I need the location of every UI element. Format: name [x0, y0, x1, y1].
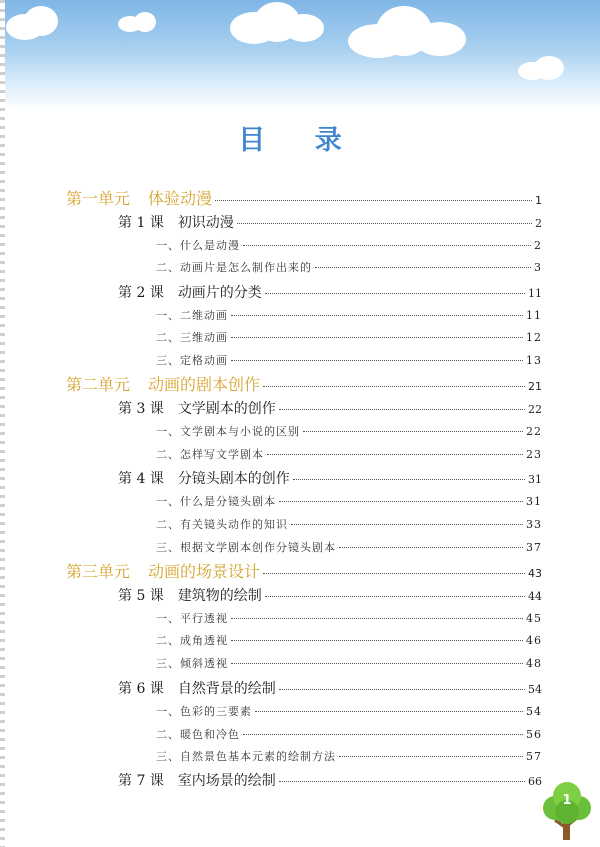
page-number: 31 — [528, 473, 542, 486]
page-number: 54 — [528, 683, 542, 696]
leader-dots — [303, 431, 523, 432]
leader-dots — [231, 360, 523, 361]
leader-dots — [231, 663, 523, 664]
toc-item[interactable]: 一、二维动画 11 — [156, 309, 542, 322]
leader-dots — [279, 409, 525, 410]
toc-item[interactable]: 一、平行透视 45 — [156, 612, 542, 625]
toc-item[interactable]: 二、暖色和冷色 56 — [156, 728, 542, 741]
toc-item[interactable]: 一、什么是动漫 2 — [156, 239, 542, 252]
page-number: 48 — [526, 657, 542, 670]
page-number: 45 — [526, 612, 542, 625]
leader-dots — [339, 547, 523, 548]
toc-item[interactable]: 三、定格动画 13 — [156, 354, 542, 367]
leader-dots — [243, 734, 523, 735]
page-number: 57 — [526, 750, 542, 763]
page-number: 66 — [528, 775, 542, 788]
page-number: 56 — [526, 728, 542, 741]
toc-lesson-7[interactable]: 第 7 课 室内场景的绘制 66 — [118, 773, 542, 789]
leader-dots — [339, 756, 523, 757]
page-number: 12 — [526, 331, 542, 344]
leader-dots — [237, 223, 532, 224]
page-number: 37 — [526, 541, 542, 554]
toc-item[interactable]: 三、自然景色基本元素的绘制方法 57 — [156, 750, 542, 763]
page-number: 11 — [526, 309, 542, 322]
page-number: 3 — [534, 261, 542, 274]
page-number: 13 — [526, 354, 542, 367]
cloud — [284, 14, 324, 42]
leader-dots — [279, 689, 525, 690]
page-number: 1 — [535, 194, 542, 207]
sky-header — [0, 0, 600, 110]
toc-item[interactable]: 三、根据文学剧本创作分镜头剧本 37 — [156, 541, 542, 554]
leader-dots — [293, 479, 525, 480]
page-number: 33 — [526, 518, 542, 531]
leader-dots — [215, 200, 532, 201]
toc-lesson-4[interactable]: 第 4 课 分镜头剧本的创作 31 — [118, 471, 542, 487]
toc-item[interactable]: 二、怎样写文学剧本 23 — [156, 448, 542, 461]
toc-unit-1[interactable]: 第一单元 体验动漫 1 — [66, 189, 542, 208]
toc-item[interactable]: 一、色彩的三要素 54 — [156, 705, 542, 718]
page-number: 43 — [528, 567, 542, 580]
toc-lesson-2[interactable]: 第 2 课 动画片的分类 11 — [118, 285, 542, 301]
toc-item[interactable]: 一、什么是分镜头剧本 31 — [156, 495, 542, 508]
leader-dots — [231, 618, 523, 619]
leader-dots — [315, 267, 531, 268]
toc-lesson-6[interactable]: 第 6 课 自然背景的绘制 54 — [118, 681, 542, 697]
page-number: 22 — [526, 425, 542, 438]
toc-item[interactable]: 二、动画片是怎么制作出来的 3 — [156, 261, 542, 274]
cloud — [534, 56, 564, 80]
leader-dots — [291, 524, 523, 525]
page-number: 31 — [526, 495, 542, 508]
leader-dots — [265, 596, 525, 597]
page-number: 11 — [528, 287, 542, 300]
page-number: 23 — [526, 448, 542, 461]
page-number: 44 — [528, 590, 542, 603]
leader-dots — [263, 573, 525, 574]
toc-lesson-1[interactable]: 第 1 课 初识动漫 2 — [118, 215, 542, 231]
cloud — [24, 6, 58, 36]
leader-dots — [279, 781, 525, 782]
toc-unit-2[interactable]: 第二单元 动画的剧本创作 21 — [66, 375, 542, 394]
toc-lesson-3[interactable]: 第 3 课 文学剧本的创作 22 — [118, 401, 542, 417]
leader-dots — [279, 501, 523, 502]
leader-dots — [267, 454, 523, 455]
tree-icon — [541, 780, 593, 842]
toc-item[interactable]: 二、三维动画 12 — [156, 331, 542, 344]
leader-dots — [265, 293, 525, 294]
page-number: 46 — [526, 634, 542, 647]
leader-dots — [263, 386, 525, 387]
leader-dots — [231, 337, 523, 338]
cloud — [134, 12, 156, 32]
page-number: 2 — [535, 217, 542, 230]
leader-dots — [231, 640, 523, 641]
toc-item[interactable]: 二、成角透视 46 — [156, 634, 542, 647]
page-title: 目 录 — [238, 125, 362, 156]
cloud — [414, 22, 466, 56]
page-number: 22 — [528, 403, 542, 416]
leader-dots — [255, 711, 523, 712]
leader-dots — [231, 315, 523, 316]
leader-dots — [243, 245, 531, 246]
page-number: 54 — [526, 705, 542, 718]
page-number: 21 — [528, 380, 542, 393]
toc-unit-3[interactable]: 第三单元 动画的场景设计 43 — [66, 562, 542, 581]
toc-item[interactable]: 一、文学剧本与小说的区别 22 — [156, 425, 542, 438]
toc-item[interactable]: 二、有关镜头动作的知识 33 — [156, 518, 542, 531]
page-number-footer: 1 — [562, 793, 572, 808]
toc-lesson-5[interactable]: 第 5 课 建筑物的绘制 44 — [118, 588, 542, 604]
tree-page-number-icon — [541, 780, 593, 842]
toc-item[interactable]: 三、倾斜透视 48 — [156, 657, 542, 670]
page-number: 2 — [534, 239, 542, 252]
